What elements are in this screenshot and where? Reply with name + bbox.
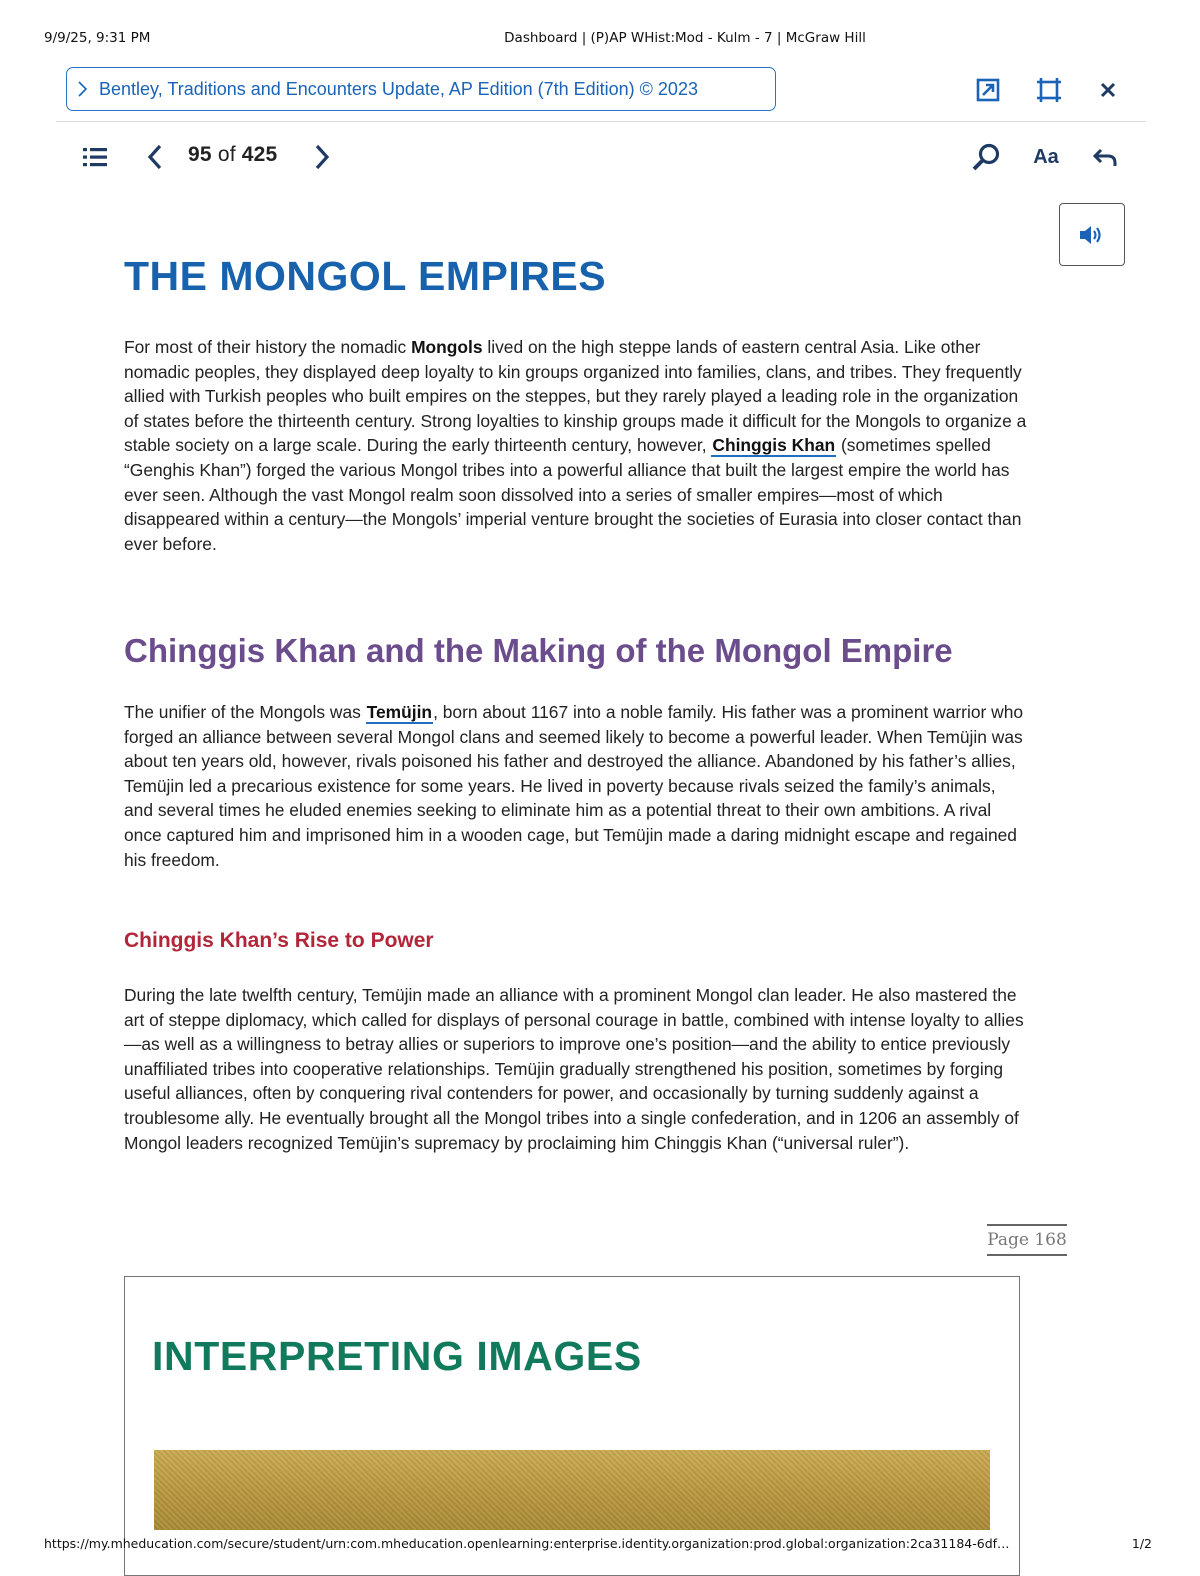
table-of-contents-icon[interactable] bbox=[80, 143, 110, 171]
page-of-label: of bbox=[217, 143, 236, 166]
intro-text-1: For most of their history the nomadic bbox=[124, 337, 412, 357]
print-page-number: 1/2 bbox=[1131, 1536, 1152, 1551]
chevron-left-icon bbox=[147, 143, 163, 171]
intro-paragraph bbox=[124, 335, 1029, 556]
read-aloud-button[interactable] bbox=[1059, 203, 1125, 266]
print-datetime: 9/9/25, 9:31 PM bbox=[44, 30, 151, 46]
book-title-button[interactable] bbox=[66, 67, 776, 111]
chevron-right-icon bbox=[77, 80, 89, 98]
print-page-marker: Page 168 bbox=[987, 1224, 1067, 1256]
intro-text-2: lived on the high steppe lands of eastern central Asia. Like other nomadic peoples, they displayed deep loyalty to kin groups organized into families, clans, and tribes. They frequently allied with Turkish peoples who built empires on the steppes, but they rarely played a leading role in the organization of states before the thirteenth century. Strong loyalties to kinship groups made it difficult for the Mongols to organize a stable society on a large scale. During the early thirteenth century, however, bbox=[124, 337, 1027, 456]
print-footer bbox=[0, 1536, 1200, 1554]
historical-image bbox=[154, 1450, 990, 1530]
subsection-heading: Chinggis Khan’s Rise to Power bbox=[124, 929, 434, 952]
interpreting-images-box bbox=[124, 1276, 1020, 1576]
print-url: https://my.mheducation.com/secure/student/urn:com.mheducation.openlearning:enterprise.identity.organization:prod.global:organization:2ca31184-6df… bbox=[44, 1536, 1010, 1551]
current-page: 95 bbox=[188, 143, 212, 166]
temujin-paragraph bbox=[124, 700, 1029, 872]
fullscreen-icon[interactable] bbox=[1035, 76, 1063, 104]
page-counter bbox=[188, 143, 277, 167]
section-heading: Chinggis Khan and the Making of the Mongol Empire bbox=[124, 632, 953, 669]
header-divider bbox=[56, 121, 1146, 122]
total-pages: 425 bbox=[241, 143, 278, 166]
back-arrow-icon[interactable] bbox=[1090, 144, 1120, 170]
rise-to-power-paragraph: During the late twelfth century, Temüjin made an alliance with a prominent Mongol clan leader. He also mastered the art of steppe diplomacy, which called for displays of personal courage in battle, combined with intense loyalty to allies—as well as a willingness to betray allies or superiors to improve one’s position—and the ability to entice previously unaffiliated tribes into cooperative relationships. Temüjin gradually strengthened his position, sometimes by forging useful alliances, often by conquering rival contenders for power, and occasionally by turning suddenly against a troublesome ally. He eventually brought all the Mongol tribes into a single confederation, and in 1206 an assembly of Mongol leaders recognized Temüjin’s supremacy by proclaiming him Chinggis Khan (“universal ruler”). bbox=[124, 985, 1024, 1153]
search-icon[interactable] bbox=[970, 141, 1002, 173]
chapter-heading: THE MONGOL EMPIRES bbox=[124, 253, 607, 299]
text-size-button[interactable]: Aa bbox=[1033, 145, 1059, 168]
p2-text-2: , born about 1167 into a noble family. His father was a prominent warrior who forged an alliance between several Mongol clans and seemed likely to become a powerful leader. When Temüjin was about ten years old, however, rivals poisoned his father and destroyed the alliance. Abandoned by his father’s allies, Temüjin led a precarious existence for some years. He lived in poverty because rivals seized the family’s animals, and several times he eluded enemies seeking to eliminate him as a potential threat to their own ambitions. A rival once captured him and imprisoned him in a wooden cage, but Temüjin made a daring midnight escape and regained his freedom. bbox=[124, 702, 1024, 870]
term-mongols: Mongols bbox=[411, 337, 483, 357]
speaker-icon bbox=[1078, 223, 1106, 247]
open-external-icon[interactable] bbox=[974, 76, 1002, 104]
p2-text-1: The unifier of the Mongols was bbox=[124, 702, 366, 722]
print-header bbox=[0, 30, 1200, 50]
previous-page-button[interactable] bbox=[144, 142, 166, 172]
intro-text-3: (sometimes spelled “Genghis Khan”) forged the various Mongol tribes into a powerful alliance that built the largest empire the world has ever seen. Although the vast Mongol realm soon dissolved into a series of smaller empires—most of which disappeared within a century—the Mongols’ imperial venture brought the societies of Eurasia into closer contact than ever before. bbox=[124, 435, 1022, 554]
chevron-right-icon bbox=[314, 143, 330, 171]
next-page-button[interactable] bbox=[311, 142, 333, 172]
glossary-term-temujin[interactable]: Temüjin bbox=[366, 702, 433, 722]
close-icon[interactable] bbox=[1094, 76, 1122, 104]
book-title: Bentley, Traditions and Encounters Update, AP Edition (7th Edition) © 2023 bbox=[99, 78, 698, 99]
glossary-term-chinggis-khan[interactable]: Chinggis Khan bbox=[712, 435, 836, 456]
interpreting-images-heading: INTERPRETING IMAGES bbox=[152, 1333, 642, 1379]
print-page-title: Dashboard | (P)AP WHist:Mod - Kulm - 7 | McGraw Hill bbox=[504, 30, 866, 46]
